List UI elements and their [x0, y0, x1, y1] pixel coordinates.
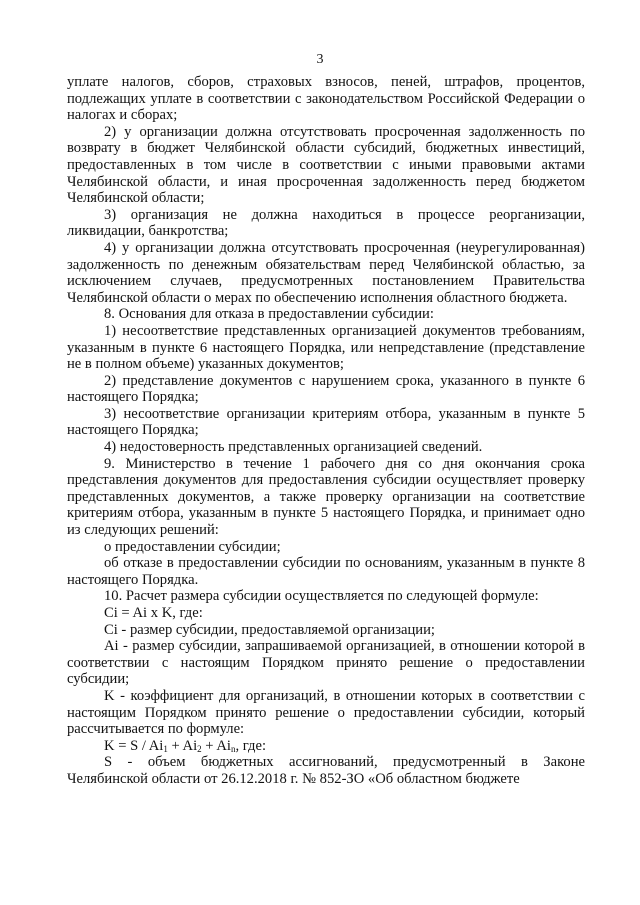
paragraph: Ci - размер субсидии, предоставляемой организации;: [104, 621, 435, 638]
formula: [67, 738, 585, 755]
formula-subscript: 1: [163, 743, 168, 754]
paragraph: уплате налогов, сборов, страховых взносов, пеней, штрафов, процентов, подлежащих уплате в соответствии с законодательством Российской Федерации о налогах и сборах;: [67, 74, 585, 124]
formula-subscript: n: [230, 743, 236, 754]
formula-subscript: 2: [197, 743, 202, 754]
paragraph: 3) организация не должна находиться в процессе реорганизации, ликвидации, банкротства;: [67, 206, 585, 240]
paragraph: 3) несоответствие организации критериям отбора, указанным в пункте 5 настоящего Порядка;: [67, 405, 585, 439]
formula-suffix: , где:: [235, 737, 266, 754]
formula-prefix: K = S / Ai: [104, 737, 164, 754]
paragraph: 4) недостоверность представленных организацией сведений.: [104, 439, 483, 456]
formula-part: + Ai: [167, 737, 198, 754]
paragraph: 9. Министерство в течение 1 рабочего дня со дня окончания срока представления документов для предоставления субсидии осуществляет проверку представленных документов, а также проверку организации на соответствие критериям отбора, указанным в пункте 5 настоящего Порядка, и принимает одно из следующих решений:: [67, 455, 585, 539]
paragraph: 1) несоответствие представленных организацией документов требованиям, указанным в пункте 6 настоящего Порядка, или непредставление (представление не в полном объеме) указанных документов;: [67, 322, 585, 373]
paragraph: 10. Расчет размера субсидии осуществляется по следующей формуле:: [104, 588, 539, 605]
formula-part: + Ai: [201, 737, 231, 754]
document-body: [67, 74, 585, 788]
page-number: 3: [316, 52, 324, 67]
paragraph: Ai - размер субсидии, запрашиваемой организацией, в отношении которой в соответствии с настоящим Порядком принято решение о предоставлении субсидии;: [67, 638, 585, 688]
paragraph: S - объем бюджетных ассигнований, предусмотренный в Законе Челябинской области от 26.12.2018 г. № 852-ЗО «Об областном бюджете: [67, 754, 585, 787]
paragraph: 8. Основания для отказа в предоставлении субсидии:: [104, 306, 434, 323]
paragraph: 4) у организации должна отсутствовать просроченная (неурегулированная) задолженность по денежным обязательствам перед Челябинской областью, за исключением случаев, предусмотренных постановлением Правительства Челябинской области о мерах по обеспечению исполнения областного бюджета.: [67, 239, 585, 306]
paragraph: 2) у организации должна отсутствовать просроченная задолженность по возврату в бюджет Челябинской области субсидий, бюджетных инвестиций, предоставленных в том числе в соответствии с иными правовыми актами Челябинской области, и иная просроченная задолженность перед бюджетом Челябинской области;: [67, 123, 585, 207]
paragraph: Ci = Ai x K, где:: [104, 605, 203, 621]
paragraph: K - коэффициент для организаций, в отношении которых в соответствии с настоящим Порядком принято решение о предоставлении субсидии, который рассчитывается по формуле:: [67, 687, 585, 738]
paragraph: о предоставлении субсидии;: [104, 538, 281, 555]
paragraph: 2) представление документов с нарушением срока, указанного в пункте 6 настоящего Порядка;: [67, 372, 585, 406]
paragraph: об отказе в предоставлении субсидии по основаниям, указанным в пункте 8 настоящего Порядка.: [67, 555, 585, 588]
